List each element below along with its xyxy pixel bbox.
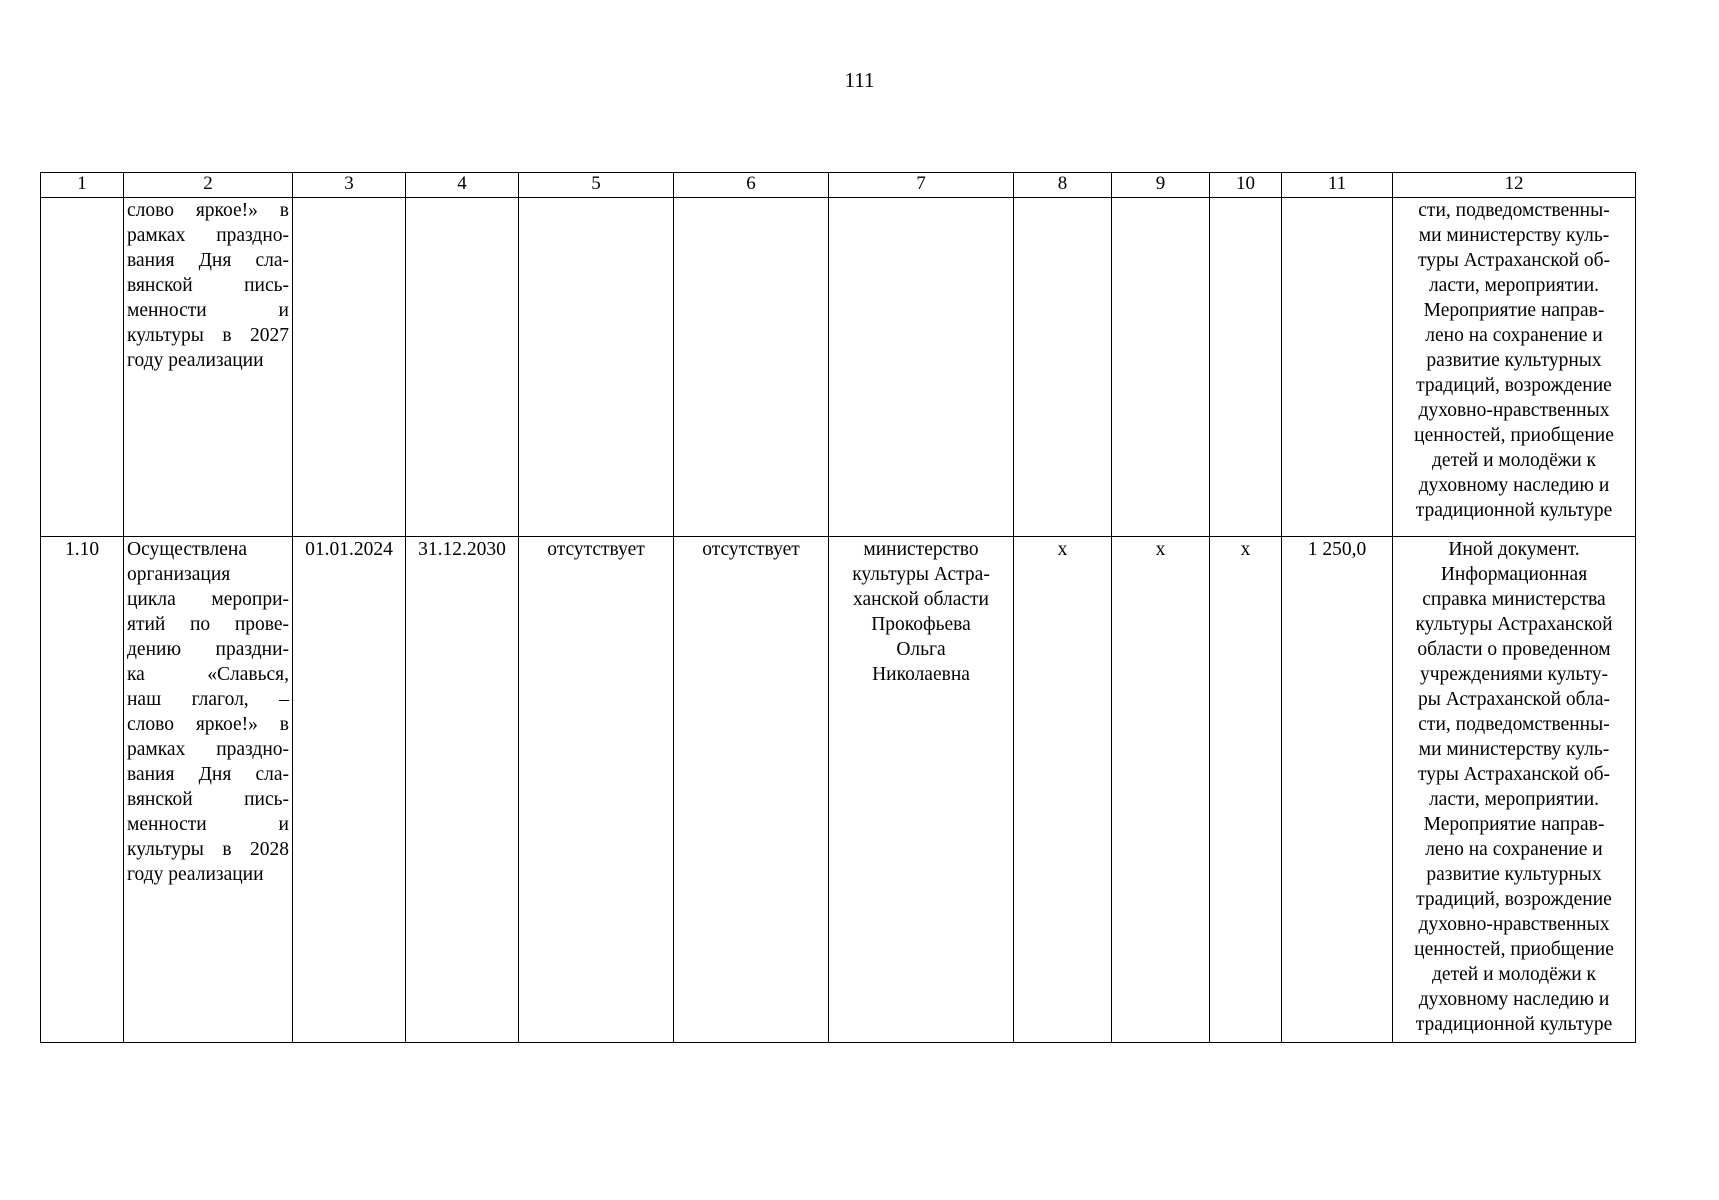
result-line: духовному наследию и (1418, 989, 1610, 1010)
header-cell-1: 1 (41, 173, 124, 198)
column-5-cell (519, 198, 674, 537)
header-cell-3: 3 (293, 173, 406, 198)
header-cell-8: 8 (1014, 173, 1112, 198)
activity-name-line: цикла меропри- (127, 589, 289, 610)
activity-name-line: рамках праздно- (127, 739, 289, 760)
result-line: детей и молодёжи к (1432, 450, 1596, 471)
result-line: Мероприятие направ- (1423, 814, 1605, 835)
responsible-line: Ольга (896, 639, 946, 660)
header-cell-11: 11 (1282, 173, 1393, 198)
activity-name-line: менности и (127, 814, 289, 835)
activity-name-line: менности и (127, 300, 289, 321)
result-line: ценностей, приобщение (1414, 939, 1614, 960)
result-line: ценностей, приобщение (1414, 425, 1614, 446)
row-number-cell (41, 198, 124, 537)
result-line: учреждениями культу- (1420, 664, 1608, 685)
column-9-cell: x (1112, 537, 1210, 1043)
activity-name-line: Осуществлена (127, 539, 247, 560)
result-line: справка министерства (1422, 589, 1606, 610)
responsible-line: Николаевна (872, 664, 970, 685)
result-line: ми министерству куль- (1418, 225, 1610, 246)
activity-name-line: культуры в 2027 (127, 325, 289, 346)
header-cell-6: 6 (674, 173, 829, 198)
column-8-cell (1014, 198, 1112, 537)
header-cell-12: 12 (1393, 173, 1636, 198)
column-6-cell (674, 198, 829, 537)
result-line: Информационная (1440, 564, 1588, 585)
responsible-line: культуры Астра- (852, 564, 990, 585)
result-line: духовно-нравственных (1418, 400, 1610, 421)
activity-name-line: рамках праздно- (127, 225, 289, 246)
result-line: лено на сохранение и (1425, 839, 1603, 860)
activity-name-line: ка «Славься, (127, 664, 289, 685)
amount-cell: 1 250,0 (1282, 537, 1393, 1043)
result-document-cell (1393, 198, 1636, 537)
result-line: туры Астраханской об- (1417, 764, 1611, 785)
result-line: детей и молодёжи к (1432, 964, 1596, 985)
result-line: ры Астраханской обла- (1418, 689, 1610, 710)
responsible-line: министерство (863, 539, 979, 560)
activity-name-line: дению праздни- (127, 639, 289, 660)
activity-name-line: году реализации (127, 864, 264, 885)
responsible-line: Прокофьева (871, 614, 971, 635)
page-number: 111 (844, 68, 875, 92)
result-line: ласти, мероприятии. (1428, 789, 1600, 810)
result-line: Иной документ. (1448, 539, 1580, 560)
end-date-cell: 31.12.2030 (406, 537, 519, 1043)
responsible-cell (829, 198, 1014, 537)
activity-name-line: наш глагол, – (127, 689, 289, 710)
result-line: сти, подведомственны- (1418, 200, 1610, 221)
start-date-cell (293, 198, 406, 537)
result-line: культуры Астраханской (1415, 614, 1613, 635)
activity-name-line: вания Дня сла- (127, 250, 289, 271)
result-line: ласти, мероприятии. (1428, 275, 1600, 296)
column-10-cell: x (1210, 537, 1282, 1043)
activity-name-line: культуры в 2028 (127, 839, 289, 860)
header-cell-10: 10 (1210, 173, 1282, 198)
result-document-cell (1393, 537, 1636, 1043)
activity-name-line: ятий по прове- (127, 614, 289, 635)
result-line: лено на сохранение и (1425, 325, 1603, 346)
result-line: области о проведенном (1417, 639, 1611, 660)
activity-name-cell (124, 537, 293, 1043)
result-line: сти, подведомственны- (1418, 714, 1610, 735)
responsible-cell (829, 537, 1014, 1043)
result-line: туры Астраханской об- (1417, 250, 1611, 271)
result-line: традиций, возрождение (1416, 375, 1612, 396)
activity-name-line: вянской пись- (127, 275, 289, 296)
result-line: ми министерству куль- (1418, 739, 1610, 760)
result-line: духовному наследию и (1418, 475, 1610, 496)
column-5-cell: отсутствует (519, 537, 674, 1043)
activity-name-line: году реализации (127, 350, 264, 371)
activity-name-line: организация (127, 564, 231, 585)
result-line: развитие культурных (1426, 350, 1602, 371)
header-cell-5: 5 (519, 173, 674, 198)
result-line: традиций, возрождение (1416, 889, 1612, 910)
column-6-cell: отсутствует (674, 537, 829, 1043)
start-date-cell: 01.01.2024 (293, 537, 406, 1043)
activity-name-line: вянской пись- (127, 789, 289, 810)
result-line: Мероприятие направ- (1423, 300, 1605, 321)
activity-name-line: слово яркое!» в (127, 714, 289, 735)
responsible-line: ханской области (853, 589, 989, 610)
row-number-cell: 1.10 (41, 537, 124, 1043)
result-line: традиционной культуре (1415, 500, 1613, 521)
result-line: развитие культурных (1426, 864, 1602, 885)
activity-name-cell (124, 198, 293, 537)
column-8-cell: x (1014, 537, 1112, 1043)
end-date-cell (406, 198, 519, 537)
table-row (41, 537, 1636, 1043)
column-9-cell (1112, 198, 1210, 537)
header-cell-4: 4 (406, 173, 519, 198)
header-cell-9: 9 (1112, 173, 1210, 198)
header-cell-7: 7 (829, 173, 1014, 198)
table-header-row (41, 173, 1636, 198)
activity-name-line: вания Дня сла- (127, 764, 289, 785)
result-line: традиционной культуре (1415, 1014, 1613, 1035)
activity-name-line: слово яркое!» в (127, 200, 289, 221)
amount-cell (1282, 198, 1393, 537)
table-row (41, 198, 1636, 537)
column-10-cell (1210, 198, 1282, 537)
header-cell-2: 2 (124, 173, 293, 198)
program-activities-table (40, 172, 1636, 1043)
result-line: духовно-нравственных (1418, 914, 1610, 935)
